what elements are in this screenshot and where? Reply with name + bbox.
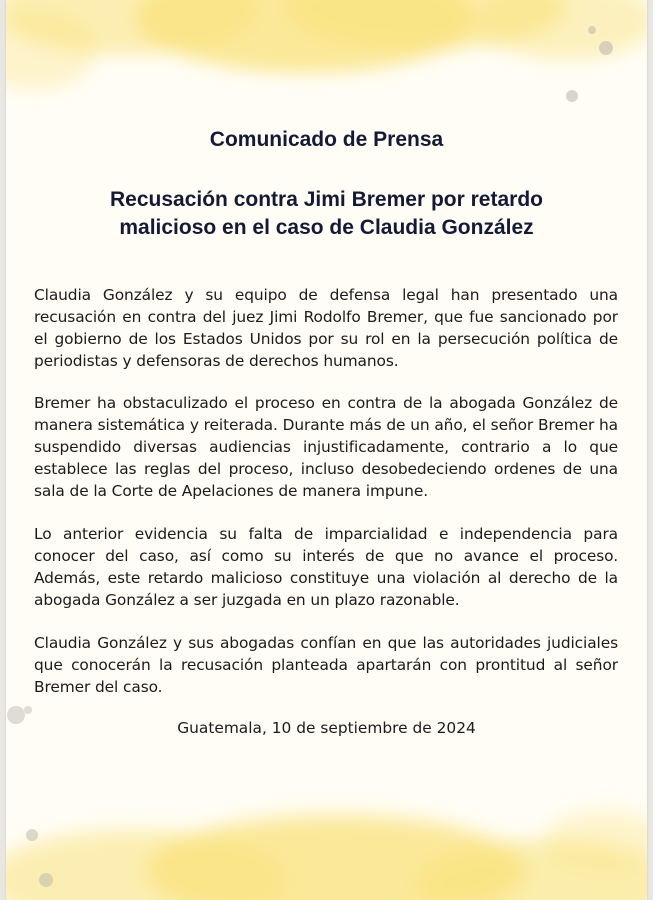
place-and-date: Guatemala, 10 de septiembre de 2024 [177, 719, 476, 737]
document-title [46, 186, 607, 242]
document-content [6, 0, 647, 900]
title-line: malicioso en el caso de Claudia González [119, 216, 534, 239]
body-paragraph: Claudia González y sus abogadas confían en que las autoridades judiciales que conocerán la recusación planteada apartarán con prontitud al señor Bremer del caso. [34, 634, 618, 696]
press-release-page [6, 0, 647, 900]
body-paragraph: Lo anterior evidencia su falta de imparcialidad e independencia para conocer del caso, así como su interés de que no avance el proceso. Además, este retardo malicioso constituye una violación al derecho de la abogada González a ser juzgada en un plazo razonable. [34, 525, 618, 609]
body-paragraph: Bremer ha obstaculizado el proceso en contra de la abogada González de manera sistemática y reiterada. Durante más de un año, el señor Bremer ha suspendido diversas audiencias injustificadamente, contrario a lo que establece las reglas del proceso, incluso desobedeciendo ordenes de una sala de la Corte de Apelaciones de manera impune. [34, 394, 618, 500]
body-paragraph: Claudia González y su equipo de defensa legal han presentado una recusación en contra del juez Jimi Rodolfo Bremer, que fue sancionado por el gobierno de los Estados Unidos por su rol en la persecución política de periodistas y defensoras de derechos humanos. [34, 286, 618, 370]
title-line: Recusación contra Jimi Bremer por retardo [110, 188, 543, 211]
press-release-heading: Comunicado de Prensa [209, 128, 444, 151]
